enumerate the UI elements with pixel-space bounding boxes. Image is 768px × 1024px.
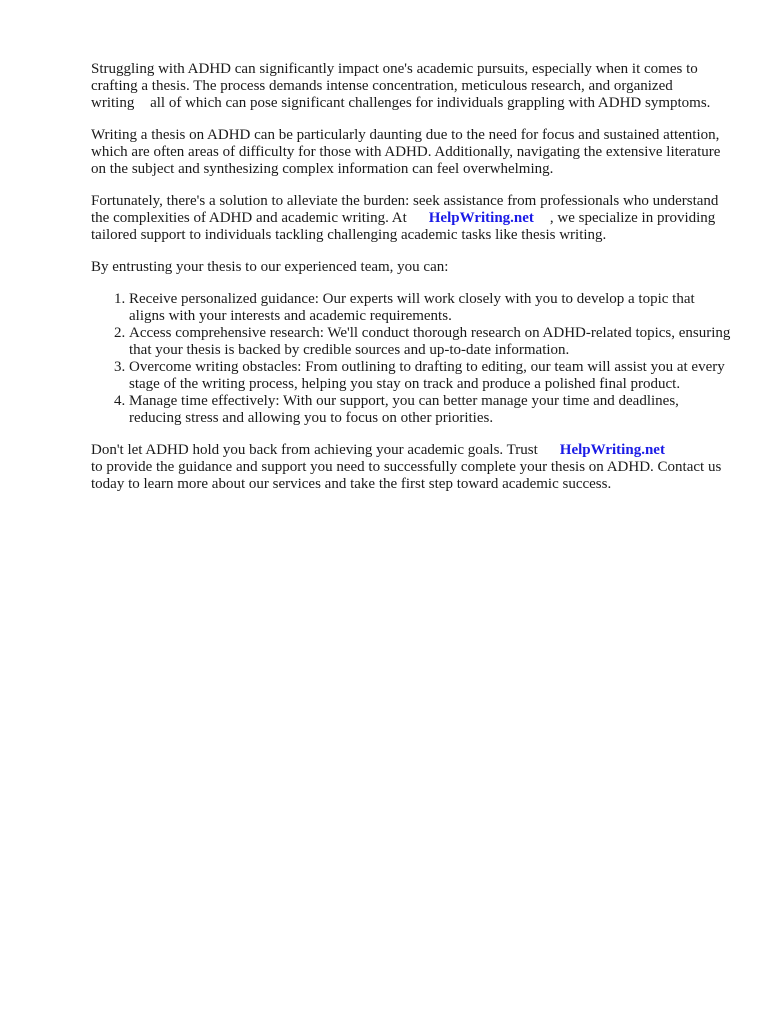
paragraph-list-intro: By entrusting your thesis to our experienced team, you can: bbox=[91, 259, 449, 275]
list-item: 3. Overcome writing obstacles: From outlining to drafting to editing, our team will assist you at every stage of the writing process, helping you stay on track and produce a polished final product. bbox=[129, 359, 731, 393]
paragraph-intro-part2: all of which can pose significant challenges for individuals grappling with ADHD symptoms. bbox=[150, 95, 711, 111]
paragraph-solution bbox=[91, 193, 731, 244]
benefits-list bbox=[91, 291, 731, 427]
list-item: 2. Access comprehensive research: We'll conduct thorough research on ADHD-related topics, ensuring that your thesis is backed by credible sources and up-to-date information. bbox=[129, 325, 731, 359]
paragraph-closing-part1: Don't let ADHD hold you back from achieving your academic goals. Trust bbox=[91, 442, 538, 458]
helpwriting-link-closing[interactable]: HelpWriting.net bbox=[559, 442, 665, 458]
list-item: 1. Receive personalized guidance: Our experts will work closely with you to develop a topic that aligns with your interests and academic requirements. bbox=[129, 291, 731, 325]
helpwriting-link[interactable]: HelpWriting.net bbox=[428, 210, 534, 226]
paragraph-intro-part1: Struggling with ADHD can significantly impact one's academic pursuits, especially when it comes to crafting a thesis. The process demands intense concentration, meticulous research, and organized writing bbox=[91, 61, 698, 111]
paragraph-challenges: Writing a thesis on ADHD can be particularly daunting due to the need for focus and sustained attention, which are often areas of difficulty for those with ADHD. Additionally, navigating the extensive literature on the subject and synthesizing complex information can feel overwhelming. bbox=[91, 127, 721, 177]
document-body bbox=[91, 61, 731, 508]
paragraph-closing bbox=[91, 442, 731, 493]
paragraph-solution-part2: , we specialize in providing tailored support to individuals tackling challenging academic tasks like thesis writing. bbox=[91, 210, 716, 243]
paragraph-intro bbox=[91, 61, 731, 112]
paragraph-solution-part1: Fortunately, there's a solution to alleviate the burden: seek assistance from professionals who understand the complexities of ADHD and academic writing. At bbox=[91, 193, 719, 226]
list-item: 4. Manage time effectively: With our support, you can better manage your time and deadlines, reducing stress and allowing you to focus on other priorities. bbox=[129, 393, 731, 427]
paragraph-closing-part2: to provide the guidance and support you need to successfully complete your thesis on ADHD. Contact us today to learn more about our services and take the first step toward academic success. bbox=[91, 459, 722, 492]
